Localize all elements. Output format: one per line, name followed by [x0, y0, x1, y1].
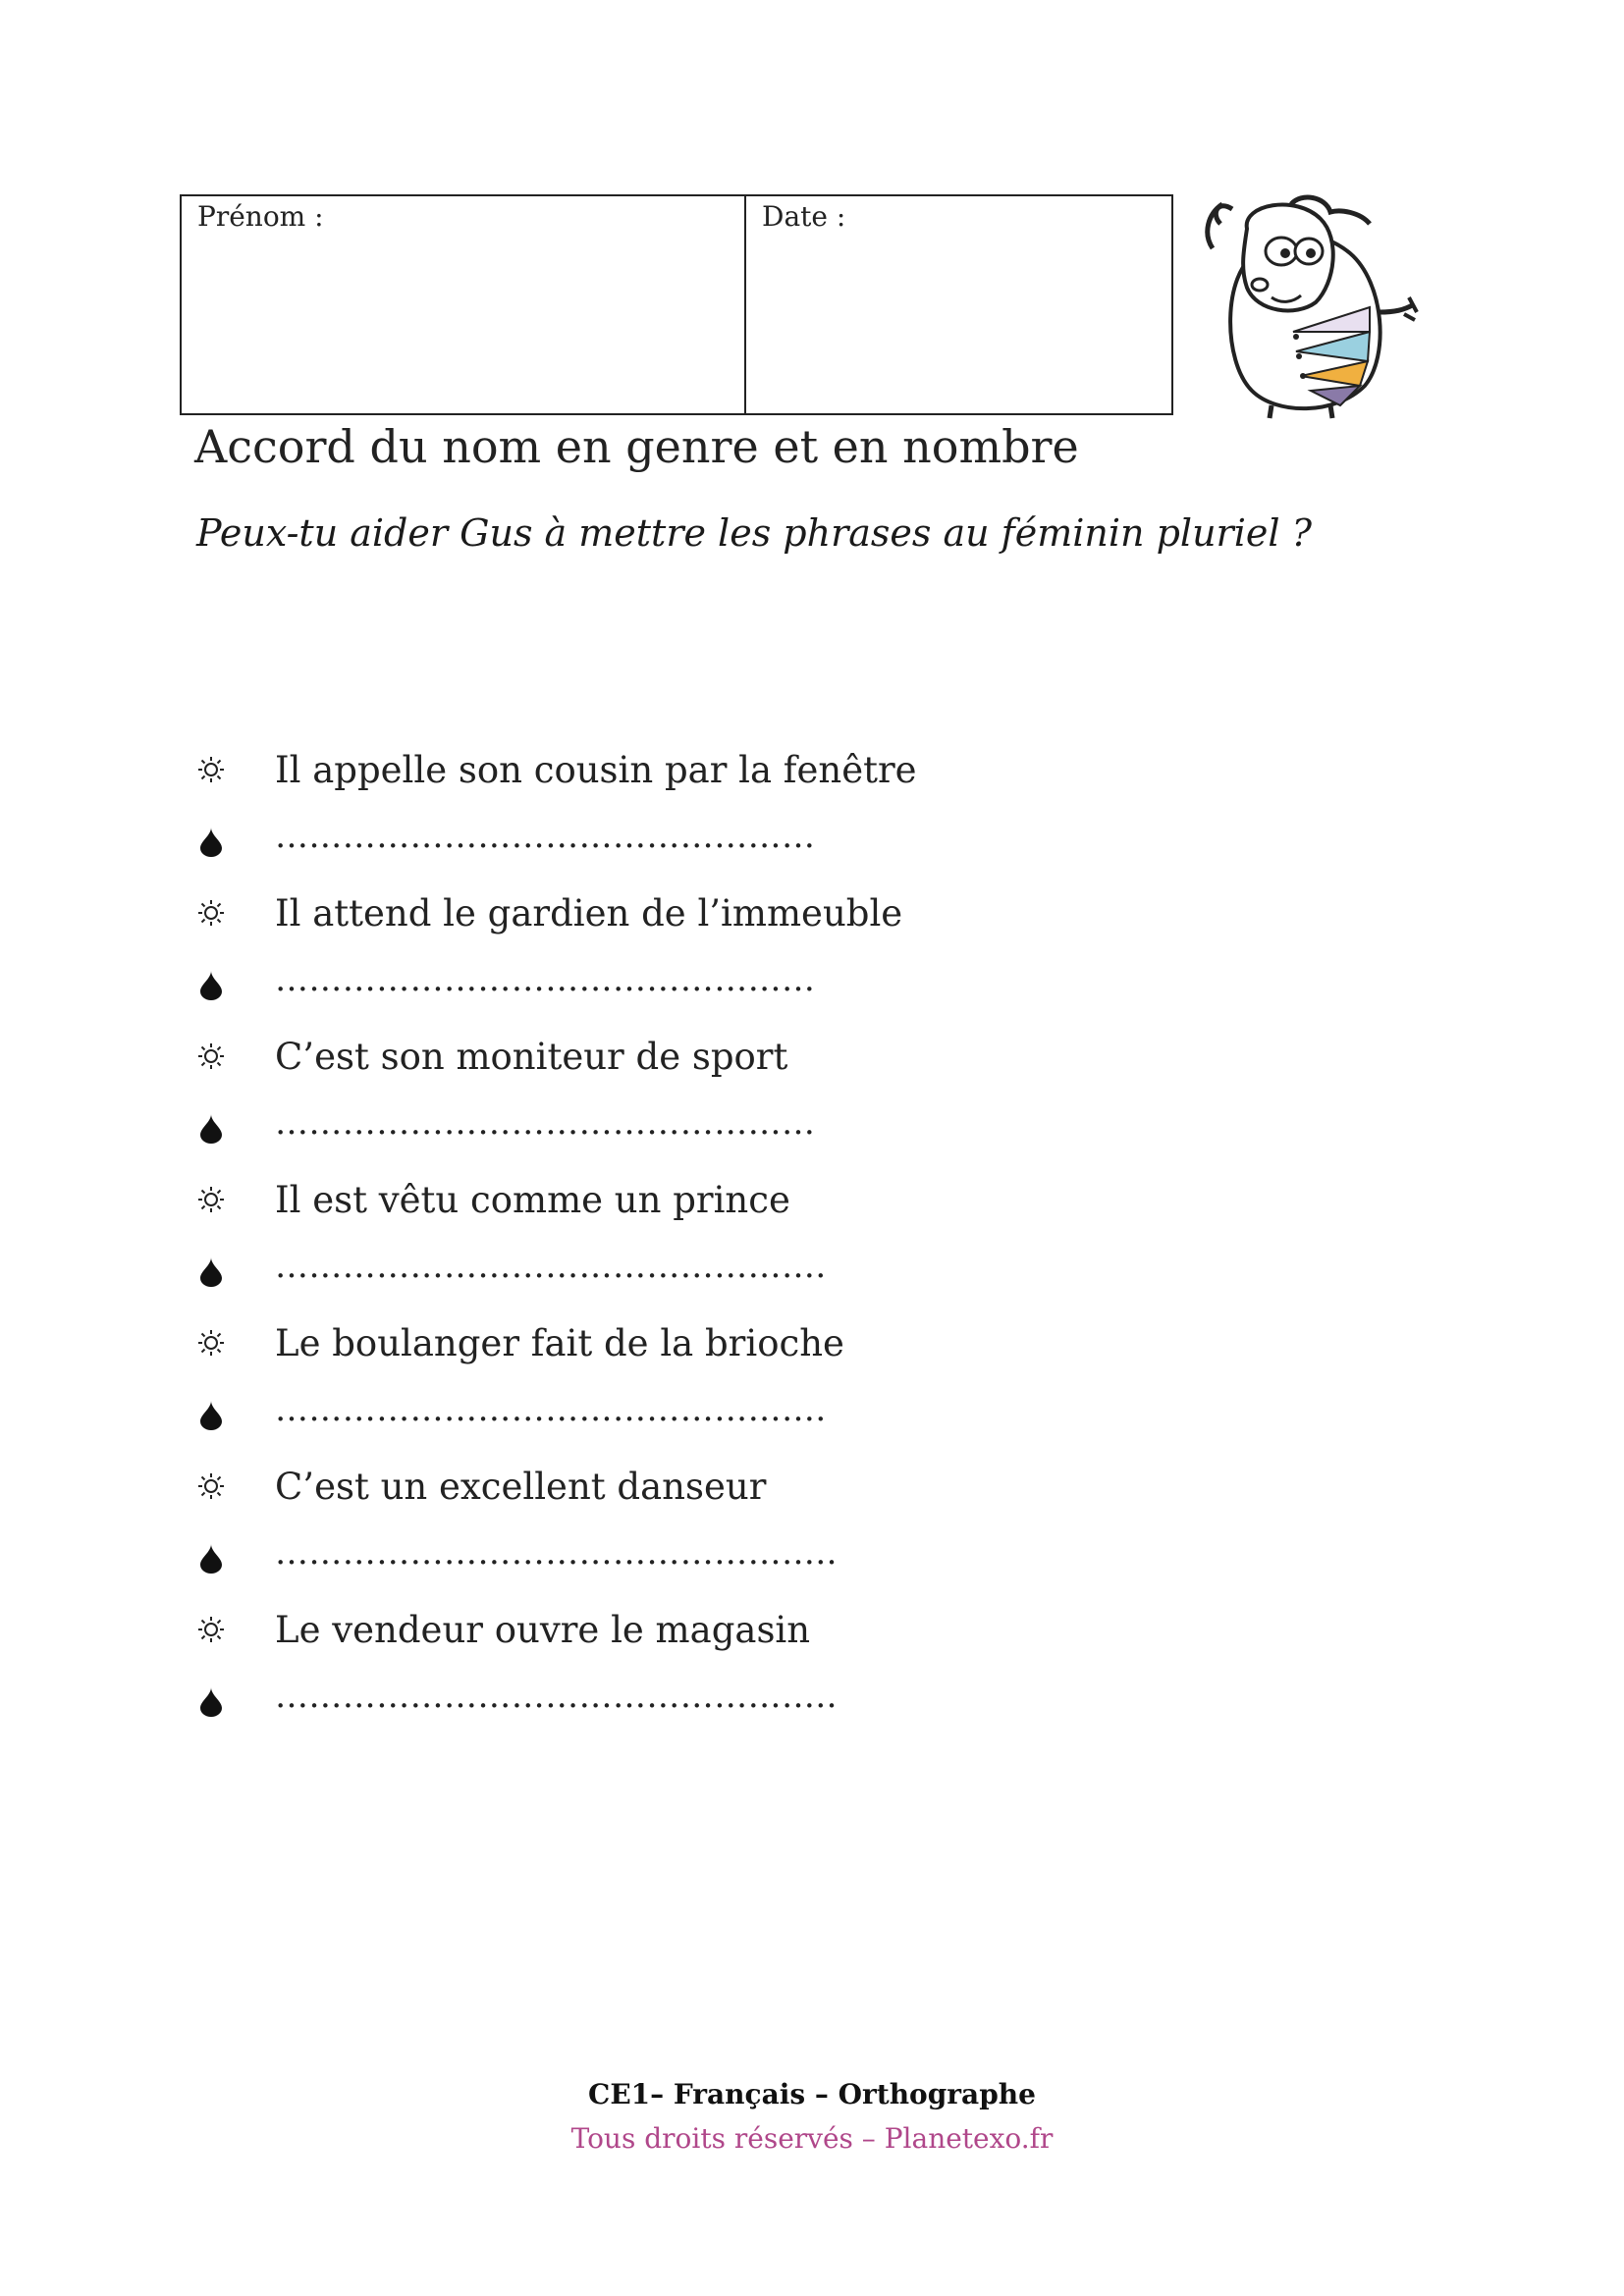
footer-course-label: CE1– Français – Orthographe — [588, 2078, 1036, 2110]
sun-bullet-icon — [196, 1328, 226, 1358]
answer-placeholder: ………………………………………….. — [275, 1677, 838, 1716]
sun-bullet-icon — [196, 1041, 226, 1071]
answer-placeholder: ………………………………………… — [275, 817, 816, 856]
drop-bullet-icon — [196, 1114, 226, 1144]
drop-bullet-icon — [196, 1544, 226, 1574]
answer-placeholder: …………………………………………. — [275, 1390, 827, 1429]
name-label: Prénom : — [197, 200, 324, 233]
drop-bullet-icon — [196, 1687, 226, 1717]
answer-placeholder: …………………………………………. — [275, 1247, 827, 1286]
drop-bullet-icon — [196, 1401, 226, 1430]
date-cell[interactable] — [746, 196, 1171, 413]
page-title: Accord du nom en genre et en nombre — [194, 420, 1079, 473]
sun-bullet-icon — [196, 898, 226, 928]
exercise-item — [196, 1313, 1178, 1372]
answer-line[interactable] — [196, 1673, 1178, 1732]
answer-placeholder: ………………………………………….. — [275, 1533, 838, 1573]
exercise-item — [196, 883, 1178, 942]
sun-bullet-icon — [196, 1185, 226, 1214]
answer-line[interactable] — [196, 813, 1178, 872]
exercise-item — [196, 740, 1178, 799]
sentence-text: Il attend le gardien de l’immeuble — [275, 891, 903, 934]
answer-line[interactable] — [196, 956, 1178, 1015]
sentence-text: Le vendeur ouvre le magasin — [275, 1608, 811, 1651]
header-table — [180, 194, 1173, 415]
sentence-text: Il est vêtu comme un prince — [275, 1178, 790, 1221]
exercise-item — [196, 1027, 1178, 1086]
answer-line[interactable] — [196, 1099, 1178, 1158]
answer-line[interactable] — [196, 1243, 1178, 1302]
sun-bullet-icon — [196, 755, 226, 784]
answer-line[interactable] — [196, 1529, 1178, 1588]
sentence-text: C’est son moniteur de sport — [275, 1035, 788, 1078]
footer-copyright-link[interactable]: Tous droits réservés – Planetexo.fr — [570, 2122, 1054, 2155]
exercise-item — [196, 1600, 1178, 1659]
answer-line[interactable] — [196, 1386, 1178, 1445]
answer-placeholder: ………………………………………… — [275, 1103, 816, 1143]
drop-bullet-icon — [196, 971, 226, 1000]
sun-bullet-icon — [196, 1471, 226, 1501]
sentence-text: Le boulanger fait de la brioche — [275, 1321, 844, 1364]
drop-bullet-icon — [196, 828, 226, 857]
answer-placeholder: ………………………………………… — [275, 960, 816, 999]
sentence-text: C’est un excellent danseur — [275, 1465, 767, 1508]
gus-sheep-mascot — [1203, 194, 1419, 420]
exercise-item — [196, 1457, 1178, 1516]
date-label: Date : — [762, 200, 846, 233]
sun-bullet-icon — [196, 1615, 226, 1644]
drop-bullet-icon — [196, 1257, 226, 1287]
exercise-item — [196, 1170, 1178, 1229]
sentence-text: Il appelle son cousin par la fenêtre — [275, 748, 917, 791]
instruction-text: Peux-tu aider Gus à mettre les phrases au féminin pluriel ? — [196, 511, 1312, 555]
name-cell[interactable] — [182, 196, 746, 413]
